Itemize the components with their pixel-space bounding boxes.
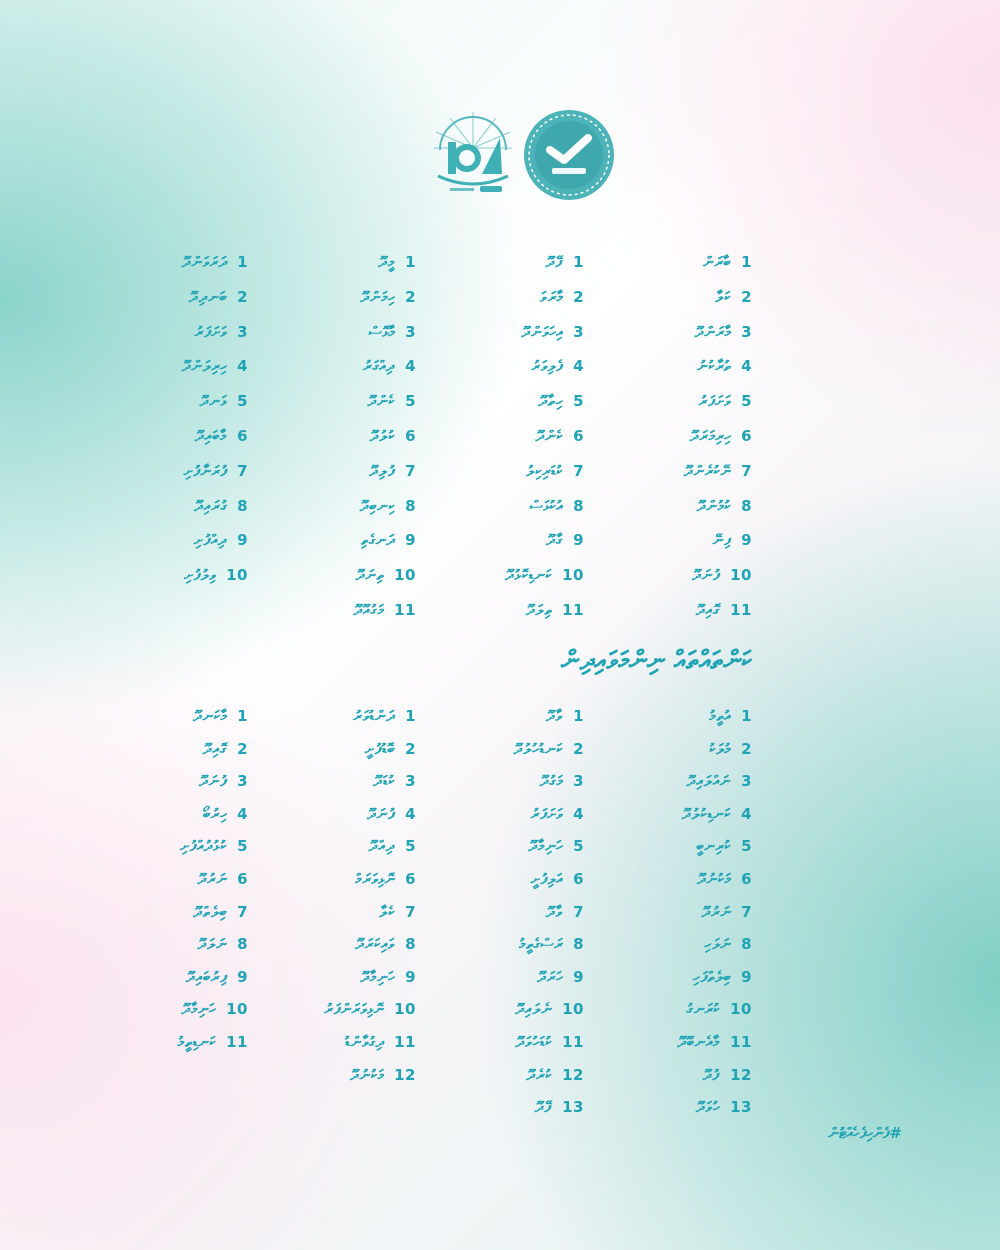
list-item [592,863,752,896]
item-number: 1 [741,253,752,271]
list-item [592,454,752,489]
item-number: 8 [741,935,752,954]
item-name: ފުލިދޫ [369,461,396,480]
item-number: 12 [562,1065,584,1084]
item-name: މާބައިދޫ [195,426,228,445]
item-name: މާރަންދޫ [694,322,732,341]
list-item [424,863,584,896]
list-item [88,961,248,994]
item-name: ކެންދޫ [367,392,396,411]
item-number: 7 [405,461,416,480]
list-item [88,1026,248,1059]
item-name: ނަރުދޫ [197,869,228,888]
list-item [424,733,584,766]
list-item [592,245,752,280]
item-name: މަކުނުދޫ [350,1065,385,1084]
item-name: ގާދޫ [546,531,564,550]
item-number: 4 [405,804,416,823]
list-item [592,523,752,558]
item-number: 5 [405,392,416,411]
list-item [592,798,752,831]
item-number: 2 [237,739,248,758]
list-item [256,961,416,994]
item-name: ވައިކަރަދޫ [355,935,396,954]
list-item [424,593,584,628]
list-item [424,349,584,384]
section2-heading: ކަންތައްތައް ނިންމަވައިދިން [560,646,752,676]
list-item [424,558,584,593]
item-number: 6 [237,869,248,888]
item-number: 3 [237,322,248,341]
item-name: ފުނަދޫ [692,566,721,585]
list-item [256,280,416,315]
item-number: 9 [405,967,416,986]
item-name: ފިނޭ [712,531,732,550]
list-item [592,280,752,315]
item-name: އުތީމު [709,707,732,725]
item-name: ކިނބިދޫ [359,496,396,515]
item-number: 6 [405,426,416,445]
item-number: 11 [730,600,752,619]
section2-column-3 [256,700,416,1091]
list-item [424,1059,584,1092]
list-item [592,765,752,798]
section1-column-1 [592,245,752,628]
list-item [88,454,248,489]
item-number: 2 [573,287,584,306]
item-name: ދިއްފުށި [193,531,228,550]
item-name: ފުނަދޫ [199,772,228,791]
item-number: 3 [405,772,416,791]
list-item [424,993,584,1026]
item-name: ޅަނދޫ [199,392,228,411]
item-number: 1 [405,707,416,725]
item-number: 11 [394,600,416,619]
item-name: ކުޑަރިކިލު [526,461,564,480]
item-name: ނޮޅިވަރަންފަރު [324,1000,385,1019]
list-item [424,384,584,419]
item-number: 5 [573,392,584,411]
list-item [256,593,416,628]
list-item [88,733,248,766]
item-name: ފޭދޫ [545,253,564,271]
item-number: 1 [237,253,248,271]
list-item [88,419,248,454]
item-name: ކަނޑިކޮޅުދޫ [504,566,553,585]
item-name: ކެލާ [379,902,396,921]
item-name: ވާދޫ [545,902,564,921]
item-number: 6 [237,426,248,445]
item-name: ހިރިމަރަދޫ [689,426,732,445]
list-item [88,245,248,280]
item-name: ކަނޑުހުލުދޫ [513,739,564,758]
item-number: 6 [741,426,752,445]
list-item [424,489,584,524]
item-name: ނޮޅިވަރަމް [355,869,396,888]
item-name: ދަނގެތި [360,531,396,550]
list-item [592,1091,752,1124]
item-number: 12 [394,1065,416,1084]
item-name: ކުރެދޫ [526,1065,553,1084]
item-number: 8 [237,496,248,515]
104-anniversary-icon [430,108,516,204]
item-number: 13 [730,1098,752,1117]
list-item [256,700,416,733]
list-item [424,896,584,929]
list-item [424,419,584,454]
item-name: ނަލަހި [704,935,732,954]
item-number: 1 [741,707,752,725]
item-name: ވަށަފަރު [698,392,732,411]
list-item [88,349,248,384]
item-number: 6 [741,869,752,888]
list-item [592,384,752,419]
list-item [592,349,752,384]
item-number: 7 [237,461,248,480]
item-name: މީދޫ [378,253,396,271]
item-name: ދަންޑުވަރު [353,707,396,725]
item-name: ތިނަދޫ [355,566,385,585]
list-item [592,593,752,628]
list-item [256,349,416,384]
item-name: ދިއްދޫ [368,837,396,856]
list-item [424,1091,584,1124]
item-number: 8 [573,496,584,515]
item-number: 5 [237,392,248,411]
section1-column-3 [256,245,416,628]
item-number: 9 [573,967,584,986]
list-item [592,1026,752,1059]
item-name: ހުވަދޫ [695,1098,721,1117]
item-number: 11 [562,600,584,619]
list-item [256,830,416,863]
item-name: ކުޑަހުވަދޫ [515,1032,553,1051]
item-name: ކުމުންދޫ [696,496,732,515]
list-item [424,830,584,863]
item-number: 3 [741,322,752,341]
item-name: ކުޅުދުއްފުށި [179,837,228,856]
list-item [592,419,752,454]
item-name: ކުޑަދޫ [373,772,396,791]
item-name: ކުރަނގު [686,1000,721,1019]
list-item [256,765,416,798]
item-name: ގޮއިދޫ [202,739,228,758]
item-name: ދަރަވަންދޫ [181,253,228,271]
list-item [592,896,752,929]
list-item [256,993,416,1026]
item-name: ހަނިމާދޫ [360,967,396,986]
list-item [256,523,416,558]
item-number: 8 [405,935,416,954]
item-name: ބާރަން [703,253,732,271]
item-name: ވިލުފުށި [183,566,217,585]
item-number: 2 [405,287,416,306]
list-item [88,896,248,929]
item-name: ވަށަފަރު [194,322,228,341]
item-name: ވާދޫ [545,707,564,725]
item-name: ގޮއިދޫ [695,600,721,619]
item-name: ކުރިނބީ [696,837,732,856]
list-item [88,798,248,831]
list-item [88,558,248,593]
item-number: 10 [562,566,584,585]
list-item [256,798,416,831]
item-number: 11 [730,1032,752,1051]
item-name: ހިމަންދޫ [360,287,396,306]
list-item [88,280,248,315]
item-name: ތިލަދޫ [525,600,553,619]
item-number: 10 [226,1000,248,1019]
item-number: 1 [573,707,584,725]
list-item [424,454,584,489]
item-name: ކެންދޫ [535,426,564,445]
list-item [424,928,584,961]
item-name: އުކުޅަސް [529,496,564,515]
item-number: 2 [741,739,752,758]
item-number: 10 [730,1000,752,1019]
list-item [424,245,584,280]
item-number: 5 [237,837,248,856]
list-item [256,558,416,593]
item-number: 4 [573,357,584,376]
list-item [424,700,584,733]
item-number: 3 [237,772,248,791]
list-item [592,993,752,1026]
item-number: 7 [573,902,584,921]
list-item [592,558,752,593]
list-item [592,700,752,733]
item-number: 5 [573,837,584,856]
item-name: ނަލަދޫ [197,935,228,954]
list-item [424,315,584,350]
item-number: 10 [730,566,752,585]
list-item [88,523,248,558]
item-number: 4 [237,357,248,376]
list-item [256,896,416,929]
list-item [88,863,248,896]
list-item [88,384,248,419]
item-name: މުލަކު [709,739,732,758]
list-item [88,830,248,863]
list-item [424,798,584,831]
item-name: މާކަނދޫ [192,707,228,725]
section1-column-2 [424,245,584,628]
item-number: 11 [226,1032,248,1051]
item-name: ނެލައިދޫ [515,1000,553,1019]
item-name: ވަށަފަރު [530,804,564,823]
item-name: މާރަވަ [539,287,564,306]
item-name: ކުލުދޫ [369,426,396,445]
item-number: 3 [405,322,416,341]
list-item [256,454,416,489]
item-number: 2 [741,287,752,306]
list-item [256,733,416,766]
item-number: 8 [405,496,416,515]
item-name: ކަނޑިތީމު [177,1032,217,1051]
item-name: ހިރިލަންދޫ [181,357,228,376]
list-item [88,489,248,524]
item-name: ހަނިމާދޫ [528,837,564,856]
list-item [424,765,584,798]
list-item [424,280,584,315]
item-number: 2 [573,739,584,758]
item-number: 3 [573,322,584,341]
item-name: ފެލިވަރު [531,357,564,376]
item-name: ކަނޑިކުލުދޫ [681,804,732,823]
item-name: ހަނިމާދޫ [181,1000,217,1019]
item-name: ބޮޑުފުށީ [364,739,396,758]
list-item [256,1026,416,1059]
list-item [256,863,416,896]
item-number: 6 [573,869,584,888]
list-item [88,315,248,350]
item-number: 6 [573,426,584,445]
item-name: ބިލެތްފަހި [692,967,732,986]
list-item [592,928,752,961]
item-number: 3 [573,772,584,791]
item-name: ނޭކުރެންދޫ [683,461,732,480]
item-name: ކަލާ [715,287,732,306]
list-item [88,700,248,733]
item-number: 11 [394,1032,416,1051]
list-item [424,961,584,994]
item-number: 4 [741,804,752,823]
list-item [256,245,416,280]
item-name: މަގުދޫ [539,772,564,791]
item-number: 7 [237,902,248,921]
section2-column-4 [88,700,248,1059]
item-number: 8 [573,935,584,954]
list-item [256,384,416,419]
item-number: 4 [237,804,248,823]
item-number: 5 [405,837,416,856]
item-name: ފިރުބައިދޫ [185,967,228,986]
list-item [88,765,248,798]
section2-column-2 [424,700,584,1124]
item-number: 5 [741,837,752,856]
item-name: ދިގުވާންޑު [345,1032,385,1051]
item-number: 2 [405,739,416,758]
item-number: 10 [394,566,416,585]
list-item [424,1026,584,1059]
item-number: 4 [741,357,752,376]
item-number: 6 [405,869,416,888]
item-number: 7 [405,902,416,921]
item-name: ފުނަދޫ [367,804,396,823]
item-number: 8 [237,935,248,954]
item-number: 7 [741,902,752,921]
section1-column-4 [88,245,248,593]
item-number: 2 [237,287,248,306]
item-number: 9 [237,967,248,986]
list-item [424,523,584,558]
list-item [592,489,752,524]
item-number: 1 [573,253,584,271]
list-item [256,315,416,350]
item-name: ފުދޫ [702,1065,721,1084]
header-logos [430,108,620,208]
item-number: 12 [730,1065,752,1084]
list-item [592,315,752,350]
item-name: ހިރުބޯ [203,804,228,823]
item-name: ބަނދިދޫ [188,287,228,306]
item-name: ބިލެތްދޫ [193,902,228,921]
item-number: 3 [741,772,752,791]
list-item [256,489,416,524]
item-name: ގުރައިދޫ [194,496,228,515]
list-item [592,1059,752,1092]
item-name: ފުރަނާފުށި [183,461,228,480]
list-item [88,928,248,961]
item-number: 1 [405,253,416,271]
item-number: 9 [237,531,248,550]
item-name: އަލިފުށީ [530,869,564,888]
checkmark-badge-icon [522,108,616,202]
item-name: މަގުއޫދޫ [353,600,385,619]
list-item [592,830,752,863]
item-number: 9 [405,531,416,550]
item-number: 10 [562,1000,584,1019]
hashtag: #ފެންހިފެހެއްޓުން [828,1124,902,1142]
item-name: ދިއްގަރު [363,357,396,376]
item-name: ހަރަދޫ [537,967,564,986]
list-item [592,961,752,994]
item-number: 9 [573,531,584,550]
item-number: 10 [226,566,248,585]
item-name: އިހަވަންދޫ [521,322,564,341]
item-number: 9 [741,967,752,986]
list-item [88,993,248,1026]
item-name: ނަރުދޫ [701,902,732,921]
item-number: 4 [405,357,416,376]
item-number: 7 [741,461,752,480]
item-number: 8 [741,496,752,515]
item-number: 5 [741,392,752,411]
list-item [256,419,416,454]
list-item [592,733,752,766]
item-name: ފޭދޫ [534,1098,553,1117]
item-number: 4 [573,804,584,823]
item-number: 1 [237,707,248,725]
item-number: 11 [562,1032,584,1051]
item-number: 13 [562,1098,584,1117]
item-name: މަކުނުދޫ [696,869,732,888]
list-item [256,1059,416,1092]
item-name: މާއެނބޫދޫ [677,1032,721,1051]
item-name: ހިތާދޫ [538,392,564,411]
item-name: މާޅޮސް [368,322,396,341]
list-item [256,928,416,961]
item-number: 7 [573,461,584,480]
item-name: ނައްލައިދޫ [686,772,732,791]
item-name: ތުރާކުނު [697,357,732,376]
item-name: ރަސްގެތީމު [518,935,564,954]
item-number: 9 [741,531,752,550]
item-number: 10 [394,1000,416,1019]
section2-column-1 [592,700,752,1124]
